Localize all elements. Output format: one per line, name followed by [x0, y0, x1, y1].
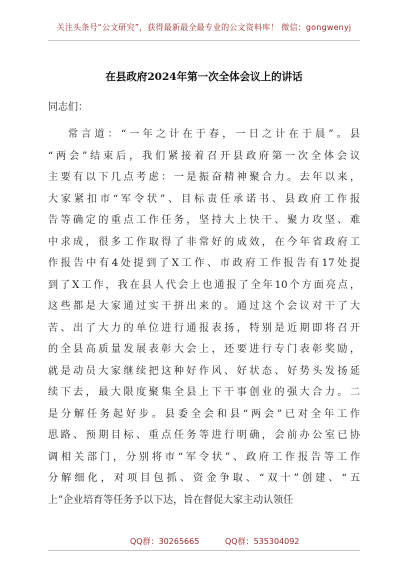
text-line: “两会”结束后，我们紧接着召开县政府第一次全体会议 — [48, 150, 360, 162]
text-line: 分解细化，对项目包抓、资金争取、“双十”创建、“五 — [48, 473, 360, 484]
text-line: 这些都是大家通过实干拼出来的。通过这个会议对干了大 — [48, 301, 360, 312]
text-line: 调相关部门，分别将市“军令状”、政府工作报告等工作 — [48, 451, 360, 463]
text-line: 大家紧扣市“军令状”、目标责任承诺书、县政府工作报 — [48, 193, 360, 205]
text-line: 续下去，最大限度聚集全县上下干事创业的强大合力。二 — [48, 387, 360, 398]
text-line: 苦、出了大力的单位进行通报表扬，特别是近期即将召开 — [48, 322, 360, 334]
footer-qq-group-1: QQ群：30265665 — [130, 537, 200, 546]
text-line: 的全县高质量发展表彰大会上，还要进行专门表彰奖励， — [48, 344, 360, 355]
footer-qq-group-2: QQ群：535304092 — [225, 537, 300, 546]
text-line: 上”企业培育等任务予以下达，旨在督促大家主动认领任 — [48, 494, 294, 506]
footer-divider — [48, 550, 360, 551]
greeting: 同志们： — [48, 102, 88, 113]
text-line: 是分解任务起好步。县委全会和县“两会”已对全年工作 — [48, 408, 360, 420]
text-line: 主要有以下几点考虑：一是振奋精神聚合力。去年以来， — [48, 172, 360, 183]
text-line: 常言道：“一年之计在于春，一日之计在于晨”。县 — [68, 129, 360, 140]
text-line: 告等确定的重点工作任务，坚持大上快干、聚力攻坚、难 — [48, 215, 360, 226]
text-line: 思路、预期目标、重点任务等进行明确，会前办公室已协 — [48, 430, 360, 441]
promo-header: 关注头条号“公文研究”，获得最新最全最专业的公文资料库！ 微信：gongwenyj — [56, 23, 352, 32]
text-line: 作报告中有4处提到了X工作、市政府工作报告有17处提 — [48, 258, 360, 269]
speech-body — [48, 124, 360, 511]
header-divider — [48, 40, 360, 41]
text-line: 就是动员大家继续把这种好作风、好状态、好势头发扬延 — [48, 365, 360, 377]
text-line: 到了X工作，我在县人代会上也通报了全年10个方面亮点， — [48, 279, 360, 291]
document-title: 在县政府2024年第一次全体会议上的讲话 — [105, 71, 303, 83]
text-line: 中求成，很多工作取得了非常好的成效，在今年省政府工 — [48, 236, 360, 248]
